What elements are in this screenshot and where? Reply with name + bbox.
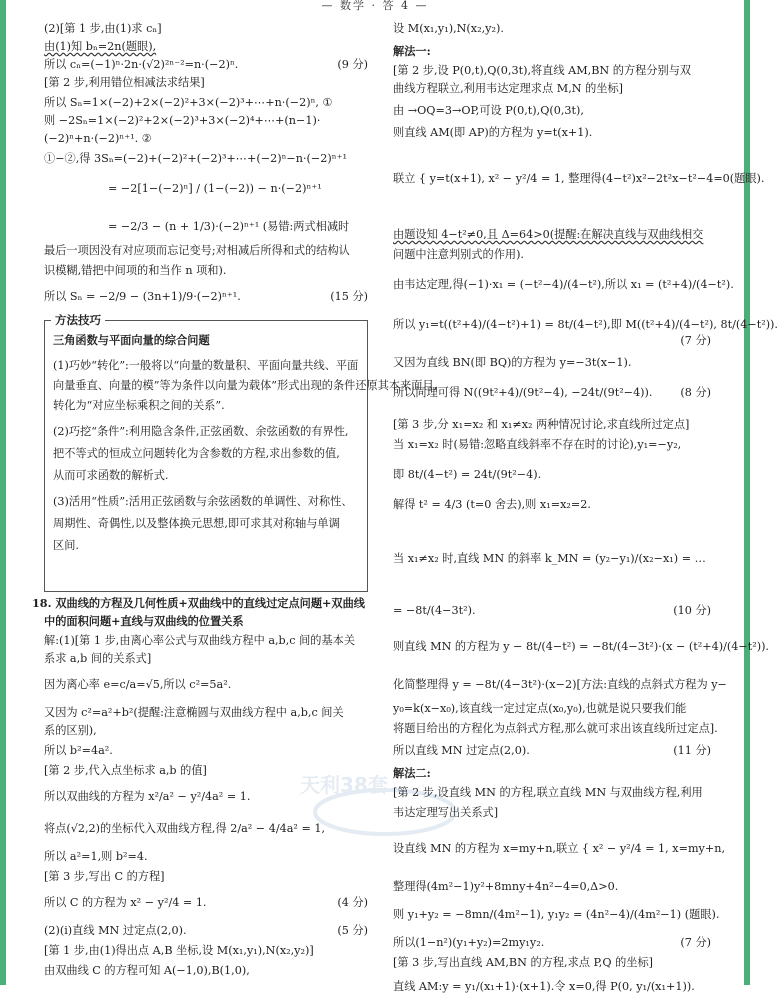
formula-line: 所以 y₁=t((t²+4)/(4−t²)+1) = 8t/(4−t²),即 M((t²+4)/(4−t²), 8t/(4−t²)).	[393, 318, 778, 331]
formula-line: 即 8t/(4−t²) = 24t/(9t²−4).	[393, 468, 542, 481]
text-line: 所以 Sₙ=1×(−2)+2×(−2)²+3×(−2)³+⋯+n·(−2)ⁿ, ①	[44, 96, 333, 109]
tips-line: 周期性、奇偶性,以及整体换元思想,即可求其对称轴与单调	[53, 517, 340, 530]
step-heading: [第 3 步,分 x₁=x₂ 和 x₁≠x₂ 两种情况讨论,求直线所过定点]	[393, 418, 690, 431]
page-header: — 数学 · 答 4 —	[321, 0, 429, 12]
text-line: 解:(1)[第 1 步,由离心率公式与双曲线方程中 a,b,c 间的基本关	[44, 634, 356, 647]
formula-line: 当 x₁≠x₂ 时,直线 MN 的斜率 k_MN = (y₂−y₁)/(x₂−x₁) = …	[393, 552, 706, 565]
step-heading: 韦达定理写出关系式]	[393, 806, 499, 819]
tips-line: (1)巧妙“转化”:一般将以“向量的数量积、平面向量共线、平面	[53, 359, 359, 372]
text-line: 所以 cₙ=(−1)ⁿ·2n·(√2)²ⁿ⁻²=n·(−2)ⁿ.	[44, 58, 239, 71]
tips-line: 转化为“对应坐标乘积之间的关系”.	[53, 399, 225, 412]
text-line: 最后一项因没有对应项而忘记变号;对相减后所得和式的结构认	[44, 244, 350, 257]
score-label: (15 分)	[330, 290, 368, 303]
formula-line: 所以 C 的方程为 x² − y²/4 = 1.	[44, 896, 207, 909]
score-label: (11 分)	[673, 744, 711, 757]
solution-heading: 解法二:	[393, 766, 431, 780]
tips-heading: 三角函数与平面向量的综合问题	[53, 333, 210, 347]
tips-line: 把不等式的恒成立问题转化为含参数的方程,求出参数的值,	[53, 447, 340, 460]
text-line: 由 →OQ=3→OP,可设 P(0,t),Q(0,3t),	[393, 104, 584, 117]
tips-line: 区间.	[53, 539, 79, 552]
text-line: 由题设知 4−t²≠0,且 Δ=64>0(提醒:在解决直线与双曲线相交	[393, 228, 704, 241]
text-line: 识模糊,错把中间项的和当作 n 项和).	[44, 264, 227, 277]
formula-line: 将点(√2,2)的坐标代入双曲线方程,得 2/a² − 4/4a² = 1,	[44, 822, 326, 835]
formula-line: 所以同理可得 N((9t²+4)/(9t²−4), −24t/(9t²−4)).	[393, 386, 653, 399]
tips-line: 从而可求函数的解析式.	[53, 469, 169, 482]
text-line: 系求 a,b 间的关系式]	[44, 652, 152, 665]
method-tips-title: 方法技巧	[51, 313, 105, 327]
text-line: 当 x₁=x₂ 时(易错:忽略直线斜率不存在时的讨论),y₁=−y₂,	[393, 438, 682, 451]
text-line: 则 −2Sₙ=1×(−2)²+2×(−2)³+3×(−2)⁴+⋯+(n−1)·	[44, 114, 321, 127]
score-label: (8 分)	[680, 386, 711, 399]
watermark-logo	[290, 770, 460, 840]
formula-line: 则 y₁+y₂ = −8mn/(4m²−1), y₁y₂ = (4n²−4)/(4m²−1) (题眼).	[393, 908, 720, 921]
score-label: (10 分)	[673, 604, 711, 617]
text-line: ①−②,得 3Sₙ=(−2)+(−2)²+(−2)³+⋯+(−2)ⁿ−n·(−2)ⁿ⁺¹	[44, 152, 348, 165]
text-line: 设 M(x₁,y₁),N(x₂,y₂).	[393, 22, 504, 35]
text-line: 因为离心率 e=c/a=√5,所以 c²=5a².	[44, 678, 232, 691]
step-heading: [第 2 步,利用错位相减法求结果]	[44, 76, 205, 89]
text-line: 所以 Sₙ = −2/9 − (3n+1)/9·(−2)ⁿ⁺¹.	[44, 290, 241, 303]
question-18-title: 18. 双曲线的方程及几何性质+双曲线中的直线过定点问题+双曲线	[32, 596, 365, 610]
step-heading: [第 3 步,写出直线 AM,BN 的方程,求点 P,Q 的坐标]	[393, 956, 654, 969]
formula-line: = −2/3 − (n + 1/3)·(−2)ⁿ⁺¹ (易错:两式相减时	[108, 220, 350, 233]
text-line: 所以直线 MN 过定点(2,0).	[393, 744, 530, 757]
question-18-title-cont: 中的面积问题+直线与双曲线的位置关系	[44, 614, 244, 628]
step-heading: [第 3 步,写出 C 的方程]	[44, 870, 165, 883]
step-heading: [第 1 步,由(1)得出点 A,B 坐标,设 M(x₁,y₁),N(x₂,y₂)]	[44, 944, 314, 957]
formula-line: = −2[1−(−2)ⁿ] / (1−(−2)) − n·(−2)ⁿ⁺¹	[108, 182, 322, 195]
step-heading: [第 2 步,代入点坐标求 a,b 的值]	[44, 764, 207, 777]
text-line: (−2)ⁿ+n·(−2)ⁿ⁺¹. ②	[44, 132, 152, 145]
text-line: (2)(ⅰ)直线 MN 过定点(2,0).	[44, 924, 187, 937]
text-line: 问题中注意判别式的作用).	[393, 248, 524, 261]
tips-line: (3)活用“性质”:活用正弦函数与余弦函数的单调性、对称性、	[53, 495, 353, 508]
text-line: 又因为直线 BN(即 BQ)的方程为 y=−3t(x−1).	[393, 356, 632, 369]
formula-line: 直线 AM:y = y₁/(x₁+1)·(x+1).令 x=0,得 P(0, y₁/(x₁+1)).	[393, 980, 695, 993]
tips-line: 向量垂直、向量的模”等为条件以向量为载体”形式出现的条件还原其本来面目,	[53, 379, 438, 392]
text-line: 所以(1−n²)(y₁+y₂)=2my₁y₂.	[393, 936, 545, 949]
formula-line: 解得 t² = 4/3 (t=0 舍去),则 x₁=x₂=2.	[393, 498, 591, 511]
score-label: (7 分)	[680, 936, 711, 949]
score-label: (9 分)	[337, 58, 368, 71]
score-label: (4 分)	[337, 896, 368, 909]
text-line: 所以 b²=4a².	[44, 744, 113, 757]
formula-line: 则直线 MN 的方程为 y − 8t/(4−t²) = −8t/(4−3t²)·(x − (t²+4)/(4−t²)).	[393, 640, 769, 653]
formula-line: 设直线 MN 的方程为 x=my+n,联立 { x² − y²/4 = 1, x=my+n,	[393, 842, 726, 855]
tips-line: (2)巧挖“条件”:利用隐含条件,正弦函数、余弦函数的有界性,	[53, 425, 349, 438]
formula-line: = −8t/(4−3t²).	[393, 604, 476, 617]
text-line: 化简整理得 y = −8t/(4−3t²)·(x−2)[方法:直线的点斜式方程为 y−	[393, 678, 727, 691]
text-line: 将题目给出的方程化为点斜式方程,那么就可求出该直线所过定点].	[393, 722, 718, 735]
formula-line: 联立 { y=t(x+1), x² − y²/4 = 1, 整理得(4−t²)x²−2t²x−t²−4=0(题眼).	[393, 172, 765, 185]
text-line: y₀=k(x−x₀),该直线一定过定点(x₀,y₀),也就是说只要我们能	[393, 702, 687, 715]
score-label: (5 分)	[337, 924, 368, 937]
step-heading: [第 2 步,设 P(0,t),Q(0,3t),将直线 AM,BN 的方程分别与双	[393, 64, 692, 77]
score-label: (7 分)	[680, 334, 711, 347]
watermark-text: 天利38套	[300, 773, 388, 797]
step-heading: [第 2 步,设直线 MN 的方程,联立直线 MN 与双曲线方程,利用	[393, 786, 703, 799]
formula-line: 所以双曲线的方程为 x²/a² − y²/4a² = 1.	[44, 790, 251, 803]
text-line: 整理得(4m²−1)y²+8mny+4n²−4=0,Δ>0.	[393, 880, 619, 893]
text-line: 由双曲线 C 的方程可知 A(−1,0),B(1,0),	[44, 964, 250, 977]
step-heading: 曲线方程联立,利用韦达定理求点 M,N 的坐标]	[393, 82, 624, 95]
text-line: 由(1)知 bₙ=2n(题眼),	[44, 40, 157, 53]
solution-heading: 解法一:	[393, 44, 431, 58]
text-line: 系的区别),	[44, 724, 97, 737]
text-line: 则直线 AM(即 AP)的方程为 y=t(x+1).	[393, 126, 593, 139]
formula-line: 由韦达定理,得(−1)·x₁ = (−t²−4)/(4−t²),所以 x₁ = (t²+4)/(4−t²).	[393, 278, 734, 291]
method-tips-box	[44, 313, 438, 592]
text-line: (2)[第 1 步,由(1)求 cₙ]	[44, 22, 162, 35]
text-line: 又因为 c²=a²+b²(提醒:注意椭圆与双曲线方程中 a,b,c 间关	[44, 706, 344, 719]
text-line: 所以 a²=1,则 b²=4.	[44, 850, 148, 863]
